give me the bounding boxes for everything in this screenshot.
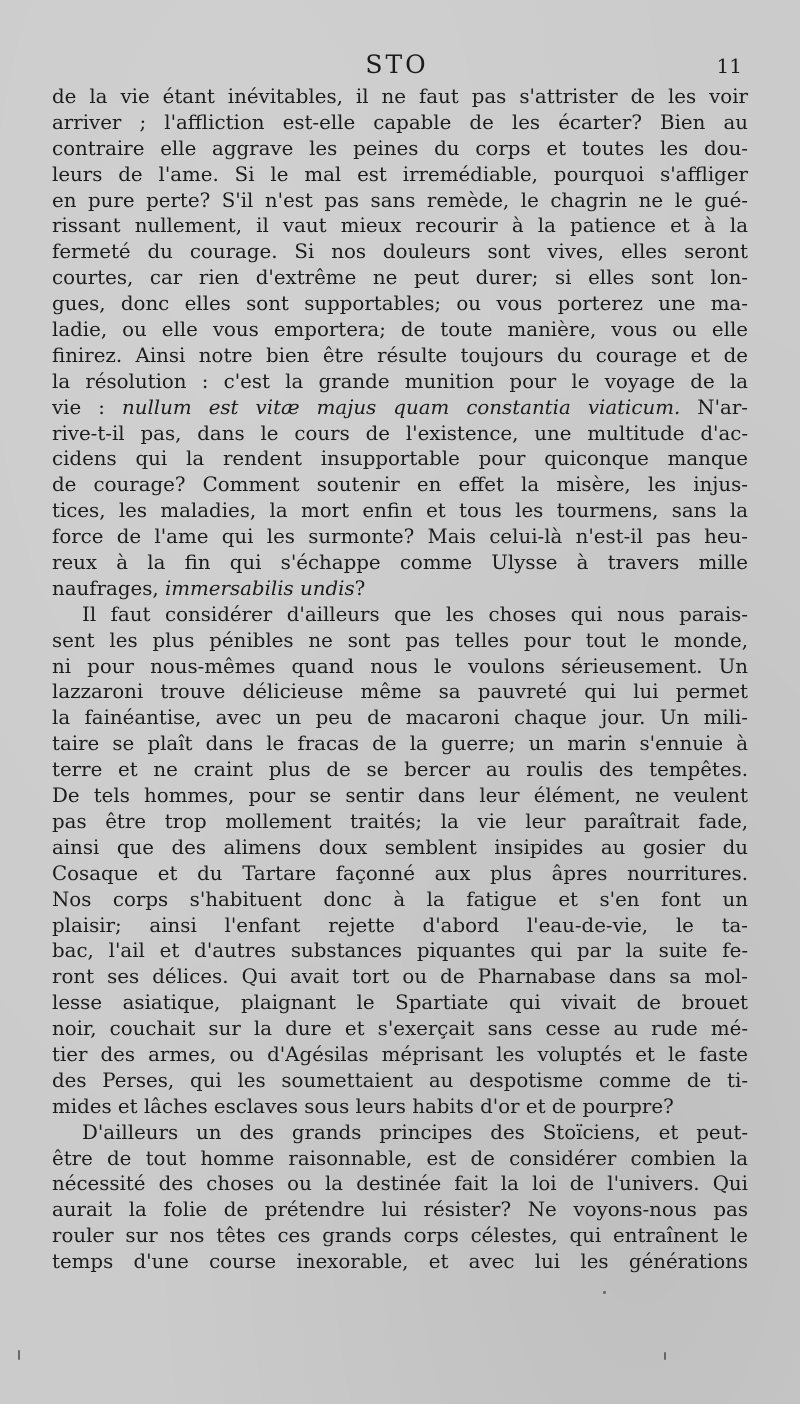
latin-quote: nullum est vitæ majus quam constantia viaticum. bbox=[122, 395, 681, 419]
text-line: tices, les maladies, la mort enfin et tous les tourmens, sans la bbox=[52, 499, 748, 523]
text-line: arriver ; l'affliction est-elle capable de les écarter? Bien au bbox=[52, 110, 748, 134]
text-segment: naufrages, bbox=[52, 576, 165, 600]
text-line: pas être trop mollement traités; la vie leur paraîtrait fade, bbox=[52, 809, 748, 833]
text-line: gues, donc elles sont supportables; ou vous porterez une ma- bbox=[52, 292, 748, 316]
ink-speck bbox=[664, 1352, 666, 1360]
ink-speck bbox=[603, 1291, 606, 1294]
text-line: en pure perte? S'il n'est pas sans remède, le chagrin ne le gué- bbox=[52, 188, 748, 212]
text-line: cidens qui la rendent insupportable pour quiconque manque bbox=[52, 447, 748, 471]
text-line: de la vie étant inévitables, il ne faut pas s'attrister de les voir bbox=[52, 85, 748, 108]
text-line: reux à la fin qui s'échappe comme Ulysse à travers mille bbox=[52, 551, 748, 575]
running-title: STO bbox=[365, 50, 429, 79]
text-line: fermeté du courage. Si nos douleurs sont vives, elles seront bbox=[52, 240, 748, 264]
text-line: rive-t-il pas, dans le cours de l'existence, une multitude d'ac- bbox=[52, 421, 748, 445]
text-line: rissant nullement, il vaut mieux recourir à la patience et à la bbox=[52, 214, 748, 238]
text-line: finirez. Ainsi notre bien être résulte toujours du courage et de bbox=[52, 343, 748, 367]
text-line: temps d'une course inexorable, et avec lui les générations bbox=[52, 1250, 748, 1274]
text-line: sent les plus pénibles ne sont pas telles pour tout le monde, bbox=[52, 628, 748, 652]
text-line: de courage? Comment soutenir en effet la misère, les injus- bbox=[52, 473, 748, 497]
text-segment: N'ar- bbox=[680, 395, 748, 419]
text-line bbox=[52, 395, 748, 421]
latin-quote: immersabilis undis bbox=[164, 576, 355, 600]
text-line: taire se plaît dans le fracas de la guerre; un marin s'ennuie à bbox=[52, 732, 748, 756]
text-line: aurait la folie de prétendre lui résister? Ne voyons-nous pas bbox=[52, 1198, 748, 1222]
text-segment: vie : bbox=[52, 395, 122, 419]
text-line: De tels hommes, pour se sentir dans leur élément, ne veulent bbox=[52, 784, 748, 808]
text-line: être de tout homme raisonnable, est de considérer combien la bbox=[52, 1146, 748, 1170]
text-line: plaisir; ainsi l'enfant rejette d'abord l'eau-de-vie, le ta- bbox=[52, 913, 748, 937]
text-line: lesse asiatique, plaignant le Spartiate qui vivait de brouet bbox=[52, 991, 748, 1015]
text-line: tier des armes, ou d'Agésilas méprisant les voluptés et le faste bbox=[52, 1042, 748, 1066]
text-line: courtes, car rien d'extrême ne peut durer; si elles sont lon- bbox=[52, 266, 748, 290]
text-segment: ? bbox=[354, 576, 366, 600]
page-number: 11 bbox=[716, 54, 742, 78]
text-line: ni pour nous-mêmes quand nous le voulons sérieusement. Un bbox=[52, 654, 748, 678]
text-line: la résolution : c'est la grande munition pour le voyage de la bbox=[52, 369, 748, 393]
text-line bbox=[52, 576, 748, 602]
body-text bbox=[52, 84, 748, 1275]
text-line: leurs de l'ame. Si le mal est irremédiable, pourquoi s'affliger bbox=[52, 162, 748, 186]
text-line: force de l'ame qui les surmonte? Mais celui-là n'est-il pas heu- bbox=[52, 525, 748, 549]
text-line: ladie, ou elle vous emportera; de toute manière, vous ou elle bbox=[52, 318, 748, 342]
text-line: ront ses délices. Qui avait tort ou de Pharnabase dans sa mol- bbox=[52, 965, 748, 989]
text-line: nécessité des choses ou la destinée fait la loi de l'univers. Qui bbox=[52, 1172, 748, 1196]
text-line: Nos corps s'habituent donc à la fatigue et s'en font un bbox=[52, 887, 748, 911]
text-line: noir, couchait sur la dure et s'exerçait sans cesse au rude mé- bbox=[52, 1017, 748, 1041]
text-line: D'ailleurs un des grands principes des Stoïciens, et peut- bbox=[82, 1120, 748, 1144]
text-line: bac, l'ail et d'autres substances piquantes qui par la suite fe- bbox=[52, 939, 748, 963]
text-line: contraire elle aggrave les peines du corps et toutes les dou- bbox=[52, 136, 748, 160]
running-head bbox=[52, 50, 742, 84]
ink-speck bbox=[18, 1350, 20, 1360]
text-line: rouler sur nos têtes ces grands corps célestes, qui entraînent le bbox=[52, 1224, 748, 1248]
text-line: Il faut considérer d'ailleurs que les choses qui nous parais- bbox=[82, 602, 748, 626]
text-line: lazzaroni trouve délicieuse même sa pauvreté qui lui permet bbox=[52, 680, 748, 704]
text-line: des Perses, qui les soumettaient au despotisme comme de ti- bbox=[52, 1068, 748, 1092]
text-line: ainsi que des alimens doux semblent insipides au gosier du bbox=[52, 835, 748, 859]
text-line: la fainéantise, avec un peu de macaroni chaque jour. Un mili- bbox=[52, 706, 748, 730]
text-line: terre et ne craint plus de se bercer au roulis des tempêtes. bbox=[52, 758, 748, 782]
text-line: mides et lâches esclaves sous leurs habits d'or et de pourpre? bbox=[52, 1094, 674, 1118]
text-line: Cosaque et du Tartare façonné aux plus âpres nourritures. bbox=[52, 861, 748, 885]
